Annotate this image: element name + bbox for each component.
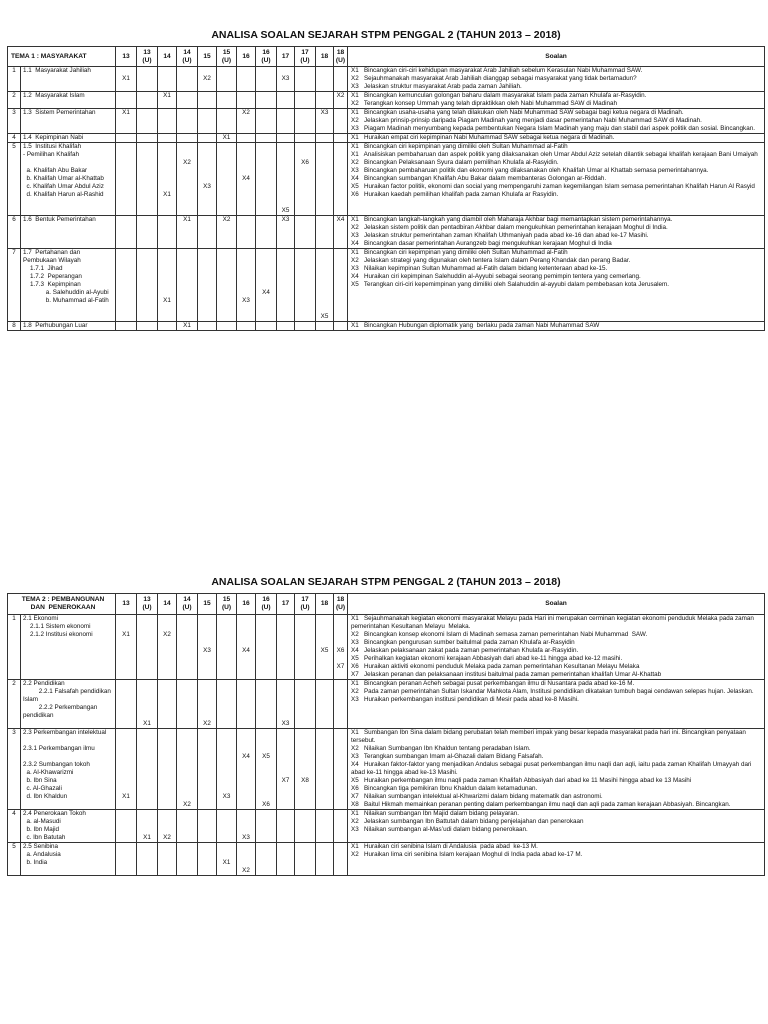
year-mark-cell bbox=[137, 216, 158, 249]
year-header: 17 (U) bbox=[295, 47, 316, 67]
year-mark-cell: X3 bbox=[237, 810, 256, 843]
year-mark-cell bbox=[217, 680, 237, 729]
year-mark-cell bbox=[177, 680, 198, 729]
year-mark-cell bbox=[177, 615, 198, 680]
year-mark-cell bbox=[217, 322, 237, 331]
year-mark-cell: X5 bbox=[277, 143, 295, 216]
year-mark-cell: X2 bbox=[158, 615, 177, 680]
soalan-cell: X1 Bincangkan usaha-usaha yang telah dilakukan oleh Nabi Muhammad SAW sebagai bagi ketua negara di Madinah. X2 Jelaskan prinsip-prinsip daripada Piagam Madinah yang menjadi dasar pemerintahan Nabi Muhammad SAW di Madinah. X3 Piagam Madinah menyumbang kepada pembentukan Negara Islam Madinah yang maju dan stabil dari aspek politik dan sosial. Bincangkan. bbox=[348, 109, 765, 134]
year-header: 16 (U) bbox=[256, 594, 277, 615]
year-mark-cell bbox=[316, 810, 334, 843]
analysis-section-tema-1 bbox=[7, 28, 765, 331]
year-mark-cell bbox=[277, 134, 295, 143]
year-mark-cell bbox=[334, 134, 348, 143]
soalan-cell: X1 Bincangkan ciri-ciri kehidupan masyarakat Arab Jahiliah sebelum Kerasulan Nabi Muhammad SAW. X2 Sejauhmanakah masyarakat Arab Jahiliah dianggap sebagai masyarakat yang tidak bertamadun? X3 Jelaskan struktur masyarakat Arab pada zaman Jahiliah. bbox=[348, 67, 765, 92]
year-mark-cell bbox=[316, 729, 334, 810]
year-mark-cell bbox=[295, 615, 316, 680]
year-mark-cell bbox=[137, 109, 158, 134]
year-mark-cell bbox=[295, 810, 316, 843]
year-mark-cell: X6 bbox=[295, 143, 316, 216]
row-number: 5 bbox=[8, 143, 21, 216]
year-mark-cell: X1 bbox=[158, 92, 177, 109]
year-mark-cell bbox=[177, 249, 198, 322]
year-mark-cell: X3 bbox=[198, 615, 217, 680]
year-mark-cell bbox=[158, 843, 177, 876]
year-mark-cell bbox=[316, 92, 334, 109]
soalan-cell: X1 Huraikan empat ciri kepimpinan Nabi Muhammad SAW sebagai ketua negara di Madinah. bbox=[348, 134, 765, 143]
year-header: 18 bbox=[316, 47, 334, 67]
soalan-cell: X1 Bincangkan peranan Acheh sebagai pusat perkembangan ilmu di Nusantara pada abad ke-16 M. X2 Pada zaman pemerintahan Sultan Iskandar Mahkota Alam, Institusi pendidikan dikatakan tumbuh bagai cendawan selepas hujan. Jelaskan. X3 Huraikan perkembangan institusi pendidikan di Mesir pada abad ke-8 Masihi. bbox=[348, 680, 765, 729]
table-row bbox=[8, 615, 765, 680]
year-header: 15 (U) bbox=[217, 47, 237, 67]
year-mark-cell bbox=[177, 109, 198, 134]
year-mark-cell bbox=[295, 680, 316, 729]
year-mark-cell bbox=[137, 143, 158, 216]
section-title: ANALISA SOALAN SEJARAH STPM PENGGAL 2 (TAHUN 2013 – 2018) bbox=[211, 29, 561, 41]
year-mark-cell: X4 bbox=[237, 143, 256, 216]
year-mark-cell bbox=[158, 67, 177, 92]
year-mark-cell bbox=[137, 322, 158, 331]
table-row bbox=[8, 67, 765, 92]
year-mark-cell: X3 bbox=[198, 143, 217, 216]
year-mark-cell bbox=[277, 322, 295, 331]
year-mark-cell: X1 bbox=[116, 67, 137, 92]
row-number: 8 bbox=[8, 322, 21, 331]
topic-cell: 1.7 Pertahanan dan Pembukaan Wilayah 1.7.1 Jihad 1.7.2 Peperangan 1.7.3 Kepimpinan a. Salehuddin al-Ayubi b. Muhammad al-Fatih bbox=[21, 249, 116, 322]
year-header: 15 bbox=[198, 594, 217, 615]
year-mark-cell bbox=[295, 249, 316, 322]
year-mark-cell: X2 bbox=[237, 109, 256, 134]
year-header: 18 bbox=[316, 594, 334, 615]
year-mark-cell bbox=[334, 729, 348, 810]
row-number: 1 bbox=[8, 615, 21, 680]
year-mark-cell bbox=[316, 134, 334, 143]
year-mark-cell bbox=[256, 134, 277, 143]
year-mark-cell bbox=[295, 92, 316, 109]
year-mark-cell bbox=[116, 134, 137, 143]
row-number: 2 bbox=[8, 92, 21, 109]
year-mark-cell: X2 bbox=[217, 216, 237, 249]
topic-cell: 2.2 Pendidikan 2.2.1 Falsafah pendidikan Islam 2.2.2 Perkembangan pendidikan bbox=[21, 680, 116, 729]
year-mark-cell bbox=[116, 322, 137, 331]
year-mark-cell bbox=[277, 92, 295, 109]
soalan-cell: X1 Sumbangan Ibn Sina dalam bidang perubatan telah memberi impak yang besar kepada masyarakat pada hari ini. Bincangkan penyataan tersebut. X2 Nilaikan Sumbangan Ibn Khaldun tentang peradaban Islam. X3 Terangkan sumbangan Imam al-Ghazali dalam Bidang Falsafah. X4 Huraikan faktor-faktor yang menjadikan Andalus sebagai pusat perkembangan ilmu naqli dan aqli, iaitu pada zaman Khalifah Umayyah dari abad ke-11 hingga abad ke-13 Masihi. X5 Huraikan perkembangan ilmu naqli pada zaman Khalifah Abbasiyah dari abad ke 11 Masihi hingga abad ke 13 Masihi X6 Bincangkan tiga pemikiran Ibnu Khaldun dalam ketamadunan. X7 Nilaikan sumbangan intelektual al-Khwarizmi dalam bidang matematik dan astronomi. X8 Baitul Hikmah memainkan peranan penting dalam perkembangan ilmu naqli dan aqli pada zaman kerajaan Abbasiyah. Bincangkan. bbox=[348, 729, 765, 810]
table-row bbox=[8, 134, 765, 143]
table-row bbox=[8, 843, 765, 876]
year-mark-cell: X1 bbox=[137, 810, 158, 843]
analysis-section-tema-2 bbox=[7, 575, 765, 876]
year-mark-cell bbox=[277, 249, 295, 322]
soalan-cell: X1 Nilaikan sumbangan Ibn Majid dalam bidang pelayaran. X2 Jelaskan sumbangan Ibn Battutah dalam bidang penjelajahan dan penerokaan X3 Nilaikan sumbangan al-Mas’udi dalam bidang penerokaan. bbox=[348, 810, 765, 843]
year-mark-cell bbox=[137, 67, 158, 92]
year-mark-cell bbox=[334, 322, 348, 331]
year-mark-cell bbox=[217, 249, 237, 322]
year-mark-cell bbox=[177, 843, 198, 876]
year-mark-cell: X8 bbox=[295, 729, 316, 810]
year-mark-cell bbox=[316, 843, 334, 876]
year-mark-cell bbox=[316, 322, 334, 331]
year-mark-cell bbox=[177, 67, 198, 92]
year-mark-cell: X2 bbox=[198, 67, 217, 92]
year-mark-cell bbox=[295, 134, 316, 143]
topic-cell: 1.3 Sistem Pemerintahan bbox=[21, 109, 116, 134]
year-mark-cell bbox=[334, 843, 348, 876]
year-mark-cell: X5 bbox=[316, 615, 334, 680]
year-header: 16 bbox=[237, 594, 256, 615]
soalan-cell: X1 Huraikan ciri senibina Islam di Andalusia pada abad ke-13 M. X2 Huraikan lima ciri senibina Islam kerajaan Moghul di India pada abad ke-17 M. bbox=[348, 843, 765, 876]
year-mark-cell bbox=[116, 216, 137, 249]
year-mark-cell bbox=[198, 249, 217, 322]
year-mark-cell bbox=[334, 680, 348, 729]
year-header: 17 (U) bbox=[295, 594, 316, 615]
year-mark-cell: X1 bbox=[158, 249, 177, 322]
year-mark-cell bbox=[198, 810, 217, 843]
year-mark-cell bbox=[256, 322, 277, 331]
year-mark-cell bbox=[295, 109, 316, 134]
year-mark-cell bbox=[316, 67, 334, 92]
year-mark-cell: X1 bbox=[177, 216, 198, 249]
year-header: 13 (U) bbox=[137, 594, 158, 615]
year-mark-cell: X1 bbox=[177, 322, 198, 331]
year-mark-cell: X4 bbox=[334, 216, 348, 249]
topic-cell: 2.3 Perkembangan intelektual 2.3.1 Perkembangan ilmu 2.3.2 Sumbangan tokoh a. Al-Khawarizmi b. Ibn Sina c. Al-Ghazali d. Ibn Khaldun bbox=[21, 729, 116, 810]
year-mark-cell bbox=[137, 843, 158, 876]
year-mark-cell bbox=[198, 322, 217, 331]
topic-cell: 1.5 Institusi Khalifah - Pemilihan Khalifah a. Khalifah Abu Bakar b. Khalifah Umar al-Khattab c. Khalifah Umar Abdul Aziz d. Khalifah Harun al-Rashid bbox=[21, 143, 116, 216]
table-row bbox=[8, 810, 765, 843]
year-header: 13 (U) bbox=[137, 47, 158, 67]
table-row bbox=[8, 249, 765, 322]
year-mark-cell bbox=[316, 680, 334, 729]
table-row bbox=[8, 729, 765, 810]
year-mark-cell: X5 X6 bbox=[256, 729, 277, 810]
year-mark-cell: X1 bbox=[217, 843, 237, 876]
year-mark-cell bbox=[256, 67, 277, 92]
year-mark-cell: X4 bbox=[237, 729, 256, 810]
year-mark-cell bbox=[256, 810, 277, 843]
year-mark-cell bbox=[158, 109, 177, 134]
year-mark-cell: X1 bbox=[217, 134, 237, 143]
year-mark-cell bbox=[256, 680, 277, 729]
year-mark-cell: X3 bbox=[277, 67, 295, 92]
year-mark-cell bbox=[334, 249, 348, 322]
year-header: 14 bbox=[158, 47, 177, 67]
topic-cell: 1.8 Perhubungan Luar bbox=[21, 322, 116, 331]
year-mark-cell bbox=[177, 92, 198, 109]
year-mark-cell bbox=[198, 109, 217, 134]
year-mark-cell bbox=[256, 109, 277, 134]
year-mark-cell bbox=[237, 92, 256, 109]
year-mark-cell bbox=[237, 322, 256, 331]
year-mark-cell bbox=[116, 92, 137, 109]
year-mark-cell bbox=[295, 322, 316, 331]
topic-cell: 1.1 Masyarakat Jahiliah bbox=[21, 67, 116, 92]
year-mark-cell bbox=[217, 143, 237, 216]
soalan-header: Soalan bbox=[348, 594, 765, 615]
section-title: ANALISA SOALAN SEJARAH STPM PENGGAL 2 (TAHUN 2013 – 2018) bbox=[211, 576, 561, 588]
table-row bbox=[8, 322, 765, 331]
soalan-header: Soalan bbox=[348, 47, 765, 67]
topic-cell: 2.4 Penerokaan Tokoh a. al-Masudi b. Ibn Majid c. Ibn Batutah bbox=[21, 810, 116, 843]
year-mark-cell: X2 bbox=[198, 680, 217, 729]
row-number: 4 bbox=[8, 810, 21, 843]
year-mark-cell bbox=[158, 216, 177, 249]
year-mark-cell bbox=[198, 92, 217, 109]
year-mark-cell bbox=[256, 216, 277, 249]
year-mark-cell: X4 bbox=[237, 615, 256, 680]
year-mark-cell: X4 bbox=[256, 249, 277, 322]
year-mark-cell bbox=[237, 134, 256, 143]
year-mark-cell bbox=[116, 843, 137, 876]
year-mark-cell bbox=[217, 67, 237, 92]
row-number: 1 bbox=[8, 67, 21, 92]
soalan-cell: X1 Bincangkan langkah-langkah yang diambil oleh Maharaja Akhbar bagi memantapkan sistem pemerintahannya. X2 Jelaskan sistem politik dan pentadbiran Akhbar dalam mengukuhkan pemerintahan kerajaan Moghul di India. X3 Jelaskan struktur pemerintahan zaman Khalifah Uthmaniyah pada abad ke-16 dan abad ke-17 Masihi. X4 Bincangkan dasar pemerintahan Aurangzeb bagi mengukuhkan kerajaan Moghul di India bbox=[348, 216, 765, 249]
year-header: 13 bbox=[116, 47, 137, 67]
row-number: 5 bbox=[8, 843, 21, 876]
soalan-cell: X1 Bincangkan ciri kepimpinan yang dimiliki oleh Sultan Muhammad al-Fatih X2 Jelaskan strategi yang digunakan oleh tentera Islam dalam Perang Khandak dan perang Badar. X3 Nilaikan kepimpinan Sultan Muhammad al-Fatih dalam bidang ketenteraan abad ke-15. X4 Huraikan ciri kepimpinan Salehuddin al-Ayyubi sebagai seorang pemimpin tentera yang cemerlang. X5 Terangkan ciri-ciri kepemimpinan yang dimiliki oleh Salahuddin al-ayyubi dalam pembebasan kota Jerusalem. bbox=[348, 249, 765, 322]
year-mark-cell bbox=[198, 843, 217, 876]
year-mark-cell bbox=[217, 810, 237, 843]
year-header: 14 (U) bbox=[177, 47, 198, 67]
tema-header: TEMA 2 : PEMBANGUNAN DAN PENEROKAAN bbox=[8, 594, 116, 615]
year-mark-cell: X2 bbox=[237, 843, 256, 876]
year-mark-cell: X2 bbox=[334, 92, 348, 109]
year-mark-cell: X1 bbox=[116, 109, 137, 134]
year-header: 17 bbox=[277, 47, 295, 67]
year-mark-cell bbox=[137, 615, 158, 680]
year-mark-cell: X3 bbox=[316, 109, 334, 134]
year-mark-cell bbox=[116, 143, 137, 216]
soalan-cell: X1 Bincangkan ciri kepimpinan yang dimiliki oleh Sultan Muhammad al-Fatih X1 Analisiskan pembaharuan dan aspek politik yang dilaksanakan oleh Umar Abdul Aziz setelah dilantik sebagai khalifah kerajaan Bani Umaiyah X2 Bincangkan Pelaksanaan Syura dalam pemilihan Khulafa al-Rasyidin. X3 Bincangkan pembaharuan politik dan ekonomi yang dilaksanakan oleh Khalifah Umar al Khattab semasa pemerintahannya. X4 Bincangkan sumbangan Khalifah Abu Bakar dalam membanteras Golongan ar-Riddah. X5 Huraikan factor politik, ekonomi dan social yang mempengaruhi zaman kegemilangan Islam semasa pemerintahan Khalifah Harun Al Rasyid X6 Huraikan kaedah pemilihan khalifah pada zaman Khulafa ar Rasyidin. bbox=[348, 143, 765, 216]
year-mark-cell bbox=[237, 680, 256, 729]
year-mark-cell bbox=[158, 729, 177, 810]
year-mark-cell: X5 bbox=[316, 249, 334, 322]
year-header: 16 (U) bbox=[256, 47, 277, 67]
topic-cell: 2.5 Senibina a. Andalusia b. India bbox=[21, 843, 116, 876]
year-mark-cell: X1 bbox=[116, 729, 137, 810]
year-mark-cell bbox=[295, 216, 316, 249]
row-number: 4 bbox=[8, 134, 21, 143]
topic-cell: 1.6 Bentuk Pemerintahan bbox=[21, 216, 116, 249]
soalan-cell: X1 Bincangkan Hubungan diplomatik yang berlaku pada zaman Nabi Muhammad SAW bbox=[348, 322, 765, 331]
year-header: 18 (U) bbox=[334, 47, 348, 67]
row-number: 3 bbox=[8, 729, 21, 810]
year-mark-cell bbox=[237, 216, 256, 249]
year-header: 16 bbox=[237, 47, 256, 67]
year-mark-cell bbox=[277, 810, 295, 843]
year-mark-cell bbox=[116, 680, 137, 729]
year-mark-cell bbox=[334, 109, 348, 134]
year-mark-cell bbox=[334, 810, 348, 843]
year-mark-cell bbox=[256, 615, 277, 680]
year-mark-cell bbox=[277, 109, 295, 134]
topic-cell: 1.4 Kepimpinan Nabi bbox=[21, 134, 116, 143]
year-mark-cell bbox=[158, 322, 177, 331]
year-mark-cell bbox=[316, 216, 334, 249]
year-mark-cell bbox=[177, 134, 198, 143]
row-number: 6 bbox=[8, 216, 21, 249]
row-number: 3 bbox=[8, 109, 21, 134]
year-mark-cell bbox=[316, 143, 334, 216]
year-mark-cell: X1 bbox=[158, 143, 177, 216]
table-row bbox=[8, 680, 765, 729]
row-number: 7 bbox=[8, 249, 21, 322]
year-mark-cell bbox=[198, 134, 217, 143]
table-row bbox=[8, 143, 765, 216]
soalan-cell: X1 Bincangkan kemunculan golongan baharu dalam masyarakat Islam pada zaman Khulafa ar-Rasyidin. X2 Terangkan konsep Ummah yang telah dipraktikkan oleh Nabi Muhammad SAW di Madinah bbox=[348, 92, 765, 109]
table-row bbox=[8, 92, 765, 109]
year-mark-cell bbox=[237, 67, 256, 92]
year-mark-cell bbox=[334, 143, 348, 216]
topic-cell: 2.1 Ekonomi 2.1.1 Sistem ekonomi 2.1.2 Institusi ekonomi bbox=[21, 615, 116, 680]
year-mark-cell: X2 bbox=[177, 729, 198, 810]
year-mark-cell: X3 bbox=[277, 680, 295, 729]
year-mark-cell bbox=[295, 67, 316, 92]
soalan-cell: X1 Sejauhmanakah kegiatan ekonomi masyarakat Melayu pada Hari ini merupakan cerminan kegiatan ekonomi penduduk Melaka pada zaman pemerintahan Kesultanan Melayu Melaka. X2 Bincangkan konsep ekonomi Islam di Madinah semasa zaman pemerintahan Nabi Muhammad SAW. X3 Bincangkan pengurusan sumber baitulmal pada zaman Khulafa ar-Rasyidin X4 Jelaskan pelaksanaan zakat pada zaman pemerintahan Khulafa ar-Rasyidin. X5 Perihalkan kegiatan ekonomi kerajaan Abbasiyah dari abad ke-11 hingga abad ke-12 masihi. X6 Huraikan aktiviti ekonomi penduduk Melaka pada zaman pemerintahan Kesultanan Melayu Melaka X7 Jelaskan peranan dan pelaksanaan institusi baitulmal pada zaman pemerintahan khalifah Umar Al-Khattab bbox=[348, 615, 765, 680]
analysis-table bbox=[7, 46, 765, 331]
year-mark-cell: X3 bbox=[277, 216, 295, 249]
topic-cell: 1.2 Masyarakat Islam bbox=[21, 92, 116, 109]
year-header: 15 (U) bbox=[217, 594, 237, 615]
table-row bbox=[8, 109, 765, 134]
year-header: 13 bbox=[116, 594, 137, 615]
analysis-table bbox=[7, 593, 765, 876]
year-mark-cell bbox=[116, 810, 137, 843]
year-mark-cell bbox=[217, 615, 237, 680]
year-mark-cell bbox=[198, 729, 217, 810]
year-mark-cell bbox=[116, 249, 137, 322]
year-header: 18 (U) bbox=[334, 594, 348, 615]
year-mark-cell: X1 bbox=[116, 615, 137, 680]
year-mark-cell bbox=[137, 249, 158, 322]
year-mark-cell bbox=[256, 843, 277, 876]
year-mark-cell bbox=[256, 92, 277, 109]
table-row bbox=[8, 216, 765, 249]
year-mark-cell bbox=[217, 109, 237, 134]
year-header: 14 bbox=[158, 594, 177, 615]
year-mark-cell: X7 bbox=[277, 729, 295, 810]
year-mark-cell bbox=[256, 143, 277, 216]
year-mark-cell bbox=[137, 729, 158, 810]
year-mark-cell: X2 bbox=[177, 143, 198, 216]
year-mark-cell: X6 X7 bbox=[334, 615, 348, 680]
year-mark-cell bbox=[277, 843, 295, 876]
year-mark-cell bbox=[158, 134, 177, 143]
year-mark-cell bbox=[277, 615, 295, 680]
year-mark-cell bbox=[158, 680, 177, 729]
year-header: 15 bbox=[198, 47, 217, 67]
year-header: 14 (U) bbox=[177, 594, 198, 615]
year-mark-cell bbox=[137, 134, 158, 143]
year-mark-cell bbox=[198, 216, 217, 249]
tema-header: TEMA 1 : MASYARAKAT bbox=[8, 47, 116, 67]
row-number: 2 bbox=[8, 680, 21, 729]
year-mark-cell bbox=[295, 843, 316, 876]
year-mark-cell bbox=[137, 92, 158, 109]
year-mark-cell bbox=[217, 92, 237, 109]
year-mark-cell: X2 bbox=[158, 810, 177, 843]
year-mark-cell bbox=[177, 810, 198, 843]
year-mark-cell: X1 bbox=[137, 680, 158, 729]
year-header: 17 bbox=[277, 594, 295, 615]
year-mark-cell bbox=[334, 67, 348, 92]
year-mark-cell: X3 bbox=[217, 729, 237, 810]
year-mark-cell: X3 bbox=[237, 249, 256, 322]
